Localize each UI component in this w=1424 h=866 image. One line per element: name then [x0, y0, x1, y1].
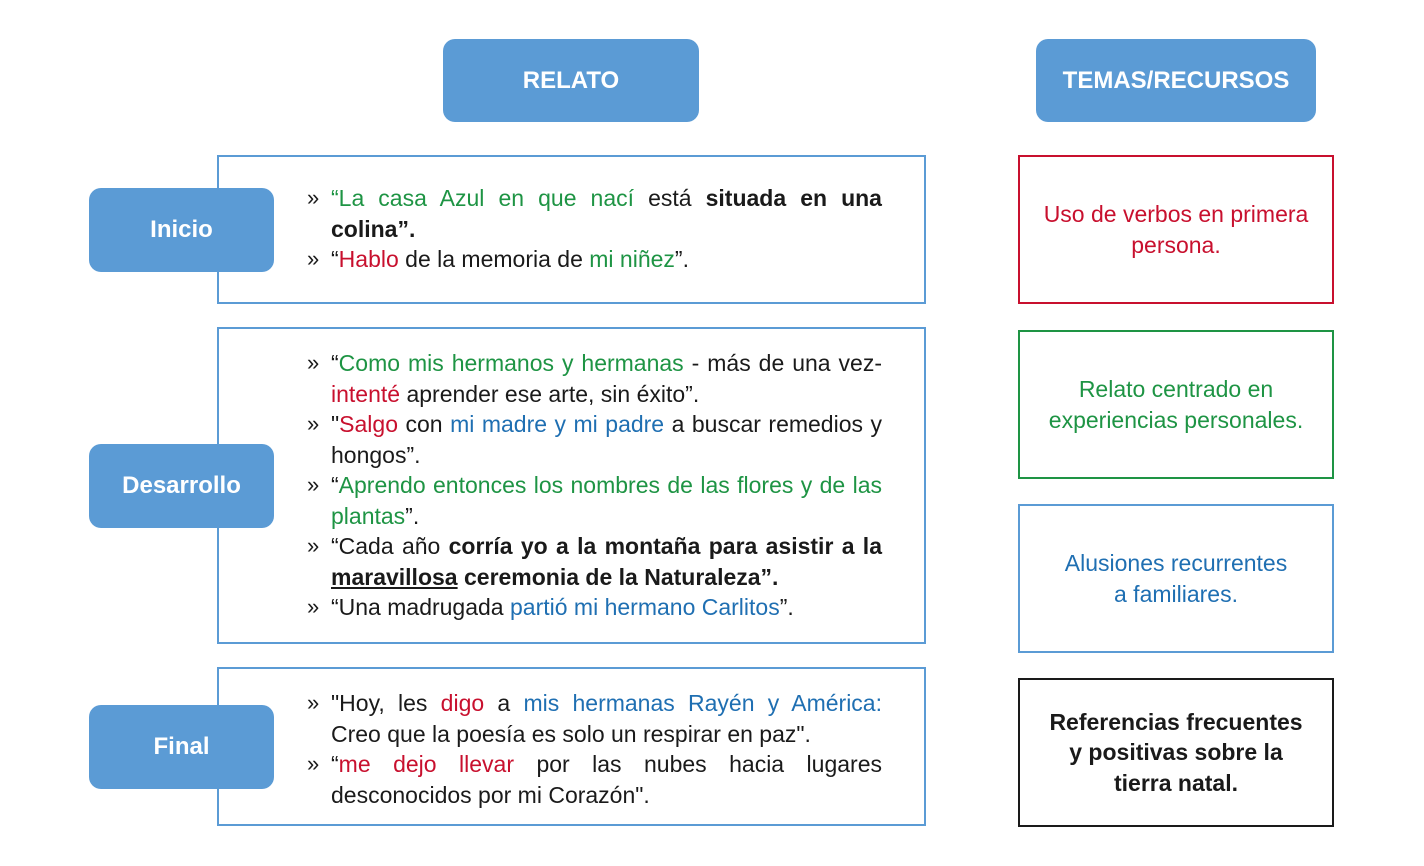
temas-header	[1036, 39, 1316, 122]
text-segment: Aprendo entonces los nombres de las flores y de las plantas	[331, 472, 882, 529]
text-segment: situada en una colina”.	[331, 185, 882, 242]
bullet-mark: »	[307, 533, 320, 558]
text-segment: está	[634, 185, 706, 211]
text-segment: “La casa Azul en que nací	[331, 185, 635, 211]
inicio-bullet-1	[307, 183, 882, 244]
theme-box-4	[1018, 678, 1334, 827]
text-segment: mi madre y mi padre	[450, 411, 665, 437]
text-segment: ”.	[674, 246, 689, 272]
inicio-box	[217, 155, 926, 304]
theme-box-3	[1018, 504, 1334, 653]
text-segment: Como mis hermanos y hermanas	[338, 350, 684, 376]
desarrollo-box	[217, 327, 926, 644]
inicio-content	[307, 183, 882, 275]
text-segment: maravillosa	[331, 563, 458, 590]
bullet-mark: »	[307, 350, 320, 375]
text-segment: “	[331, 472, 339, 498]
text-segment: de la memoria de	[398, 246, 590, 272]
desarrollo-bullet-1	[307, 348, 882, 409]
text-segment: ceremonia de la Naturaleza”.	[457, 563, 779, 590]
theme-box-2	[1018, 330, 1334, 479]
bullet-mark: »	[307, 751, 320, 776]
final-box	[217, 667, 926, 826]
theme-text-1: Uso de verbos en primera persona.	[1043, 201, 1309, 258]
text-segment: “Una madrugada	[331, 594, 510, 620]
text-segment: intenté	[331, 380, 401, 407]
text-segment: corría yo a la montaña para asistir a la	[448, 533, 882, 559]
desarrollo-bullet-5	[307, 592, 882, 623]
inicio-bullet-2	[307, 244, 882, 275]
text-segment: me dejo llevar	[338, 751, 514, 777]
text-segment: digo	[440, 690, 485, 716]
text-segment: aprender ese arte, sin éxito”.	[400, 380, 700, 407]
bullet-mark: »	[307, 594, 320, 619]
text-segment: por las nubes hacia lugares desconocidos por mi Corazón".	[331, 751, 882, 808]
bullet-mark: »	[307, 472, 320, 497]
text-segment: "	[331, 411, 340, 437]
text-segment: “	[331, 350, 339, 376]
final-label-text: Final	[153, 733, 210, 760]
text-segment: a buscar remedios y hongos”.	[331, 411, 882, 468]
theme-box-1	[1018, 155, 1334, 304]
text-segment: a	[484, 690, 524, 716]
text-segment: Creo que la poesía es solo un respirar en paz".	[331, 720, 811, 747]
bullet-mark: »	[307, 690, 320, 715]
text-segment: - más de una vez-	[683, 350, 883, 376]
text-segment: "Hoy, les	[331, 690, 441, 716]
desarrollo-bullet-2	[307, 409, 882, 470]
theme-text-2: Relato centrado en experiencias personales.	[1048, 376, 1304, 433]
theme-text-4: Referencias frecuentes y positivas sobre la tierra natal.	[1049, 708, 1303, 796]
text-segment: Hablo	[338, 246, 399, 272]
final-content	[307, 688, 882, 810]
final-label	[89, 705, 274, 789]
theme-text-3: Alusiones recurrentes a familiares.	[1064, 550, 1288, 607]
final-bullet-1	[307, 688, 882, 749]
desarrollo-content	[307, 348, 882, 623]
text-segment: con	[398, 411, 451, 437]
relato-header	[443, 39, 699, 122]
text-segment: “Cada año	[331, 533, 449, 559]
text-segment: ”.	[779, 594, 794, 620]
desarrollo-bullet-3	[307, 470, 882, 531]
text-segment: “	[331, 751, 339, 777]
temas-header-label: TEMAS/RECURSOS	[1062, 66, 1290, 94]
inicio-label-text: Inicio	[150, 216, 213, 243]
final-bullet-2	[307, 749, 882, 810]
text-segment: partió mi hermano Carlitos	[510, 594, 780, 620]
text-segment: mi niñez	[589, 246, 675, 272]
bullet-mark: »	[307, 246, 320, 271]
relato-header-label: RELATO	[522, 66, 620, 94]
text-segment: “	[331, 246, 339, 272]
desarrollo-bullet-4	[307, 531, 882, 592]
bullet-mark: »	[307, 185, 320, 210]
inicio-label	[89, 188, 274, 272]
bullet-mark: »	[307, 411, 320, 436]
text-segment: mis hermanas Rayén y América:	[523, 690, 882, 716]
text-segment: ”.	[405, 502, 420, 529]
text-segment: Salgo	[339, 411, 398, 437]
desarrollo-label	[89, 444, 274, 528]
desarrollo-label-text: Desarrollo	[122, 472, 241, 499]
